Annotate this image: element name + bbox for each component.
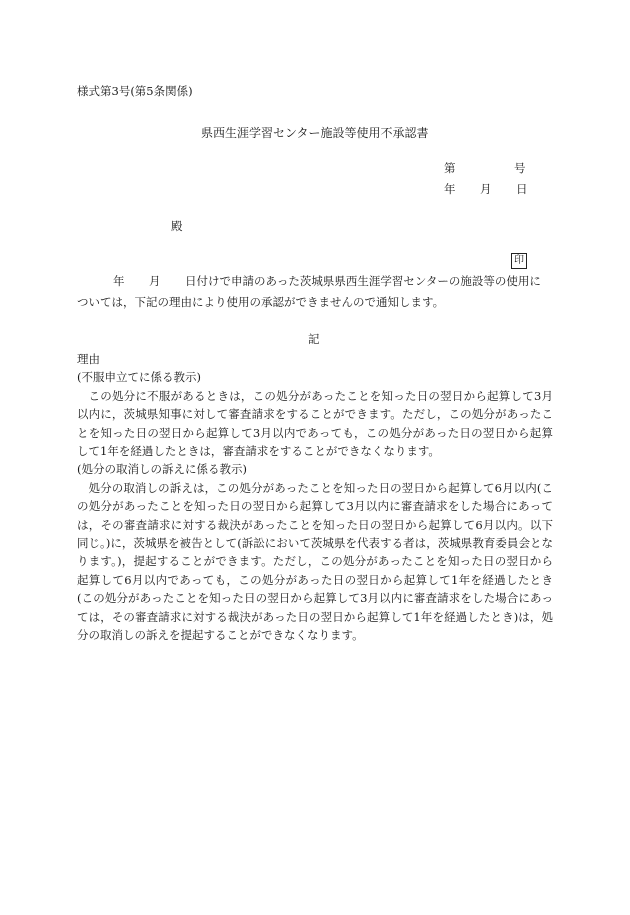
date-year-label: 年	[444, 182, 456, 196]
revocation-heading: (処分の取消しの訴えに係る教示)	[77, 462, 247, 477]
objection-paragraph: この処分に不服があるときは，この処分があったことを知った日の翌日から起算して3月以内に，茨城県知事に対して審査請求をすることができます。ただし，この処分があったことを知った日の翌日から起算して3月以内であっても，この処分があった日の翌日から起算して1年を経過したときは，審査請求をすることができなくなります。	[77, 388, 553, 459]
date-day-label: 日	[516, 182, 528, 196]
date-month-label: 月	[480, 182, 492, 196]
body-section	[77, 350, 553, 645]
intro-year-label: 年	[113, 274, 125, 288]
objection-heading: (不服申立てに係る教示)	[77, 370, 201, 385]
number-prefix: 第	[444, 161, 456, 175]
seal-icon: 印	[511, 253, 527, 269]
form-number: 様式第3号(第5条関係)	[77, 84, 193, 98]
document-title: 県西生涯学習センター施設等使用不承認書	[201, 126, 429, 140]
addressee-honorific: 殿	[171, 219, 183, 233]
revocation-paragraph: 処分の取消しの訴えは，この処分があったことを知った日の翌日から起算して6月以内(この処分があったことを知った日の翌日から起算して3月以内に審査請求をした場合にあっては，その審査請求に対する裁決があったことを知った日の翌日から起算して6月以内。以下同じ。)に，茨城県を被告として(訴訟において茨城県を代表する者は，茨城県教育委員会となります。)，提起することができます。ただし，この処分があったことを知った日の翌日から起算して6月以内であっても，この処分があった日の翌日から起算して1年を経過したとき(この処分があったことを知った日の翌日から起算して3月以内に審査請求をした場合にあっては，その審査請求に対する裁決があった日の翌日から起算して1年を経過したとき)は，処分の取消しの訴えを提起することができなくなります。	[77, 480, 553, 643]
intro-month-label: 月	[149, 274, 161, 288]
intro-line-2: ついては，下記の理由により使用の承認ができませんので通知します。	[77, 295, 445, 309]
intro-text: 日付けで申請のあった茨城県県西生涯学習センターの施設等の使用に	[185, 274, 541, 288]
number-suffix: 号	[514, 161, 526, 175]
reason-label: 理由	[77, 352, 100, 366]
ki-marker: 記	[308, 332, 320, 346]
